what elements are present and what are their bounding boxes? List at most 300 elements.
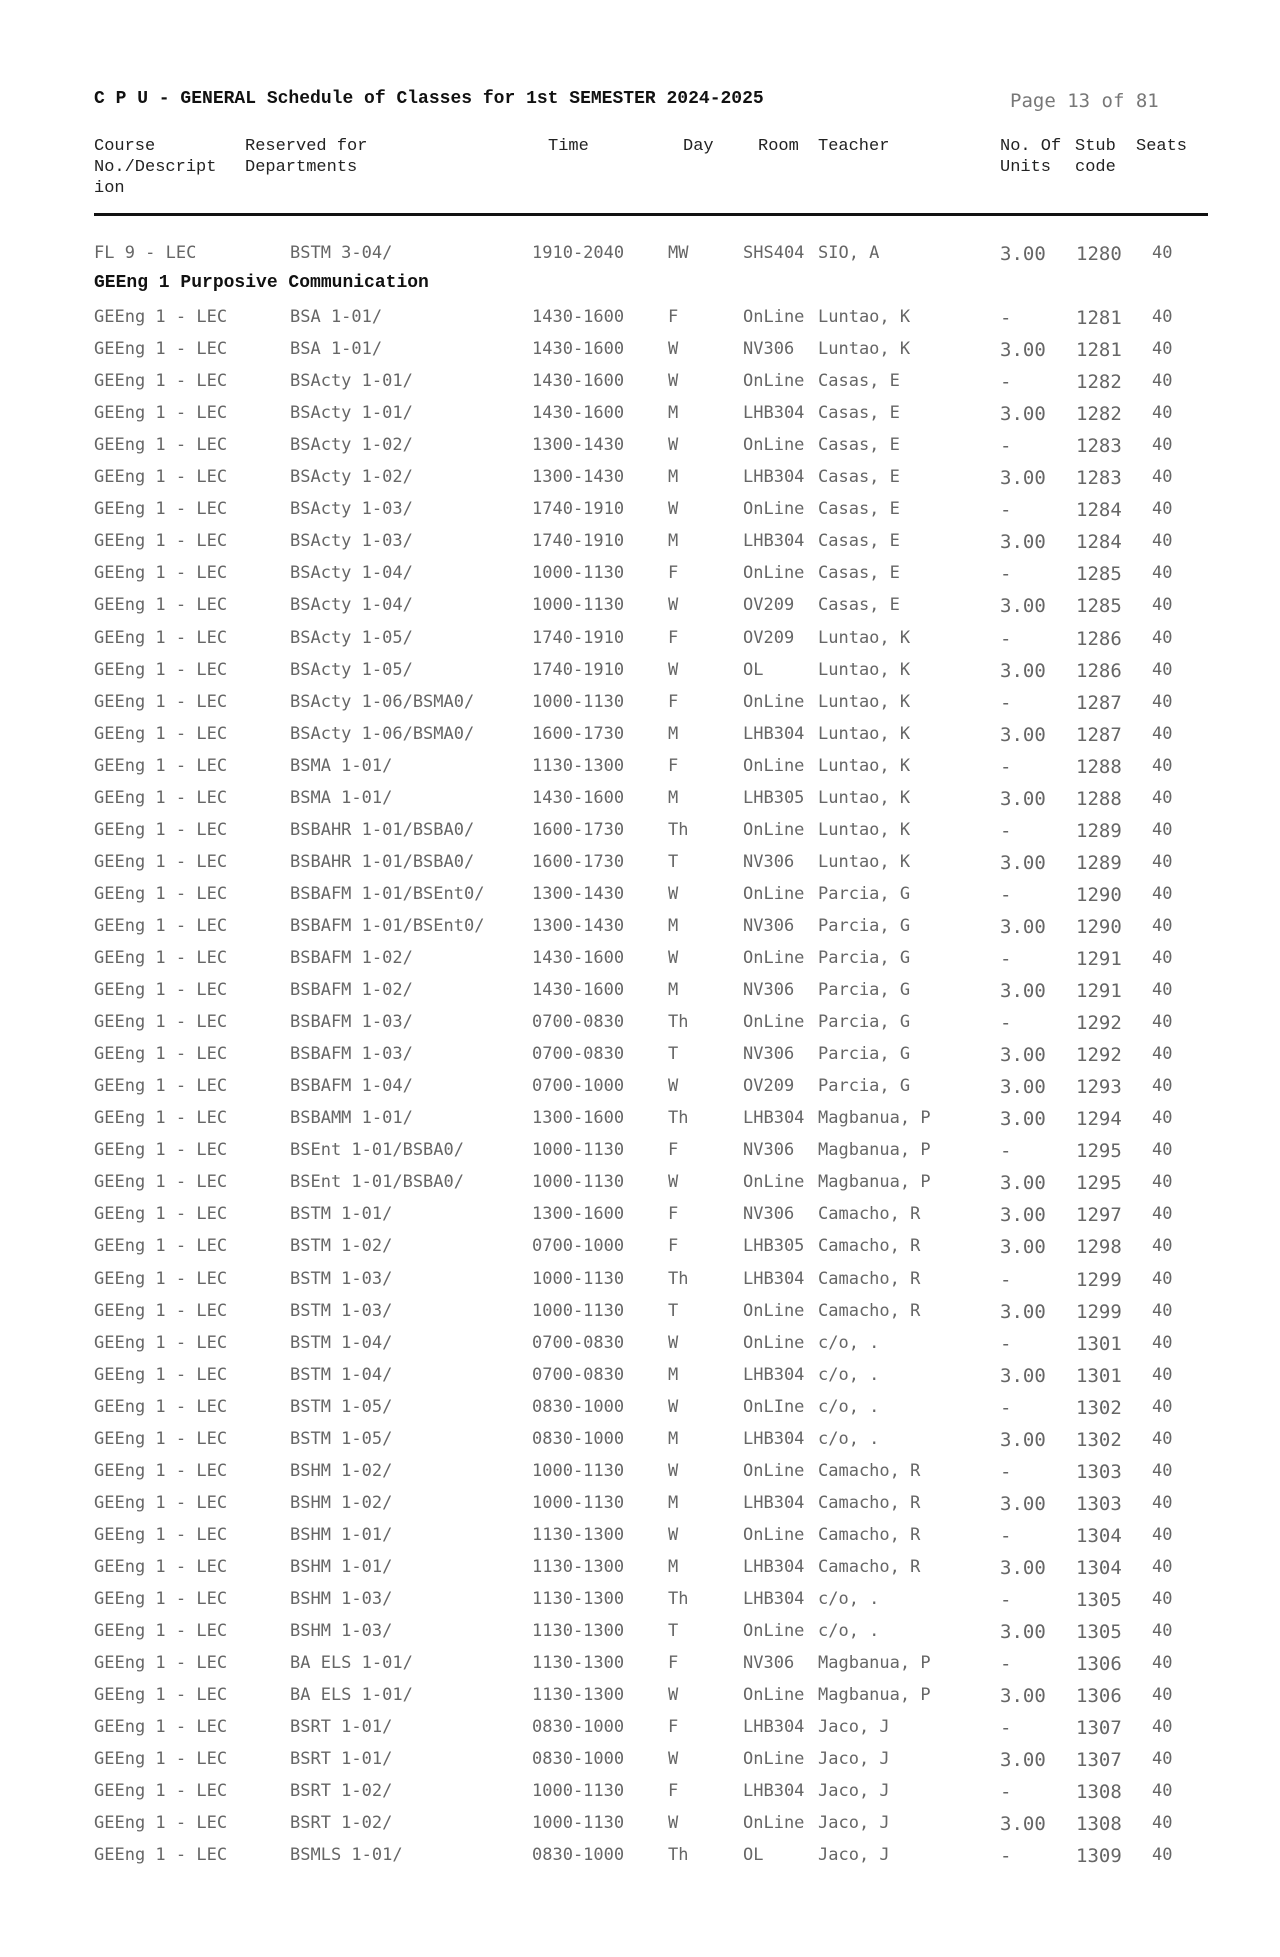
cell-course: GEEng 1 - LEC (94, 435, 228, 455)
cell-stub-code: 1282 (1076, 403, 1122, 425)
cell-course: GEEng 1 - LEC (94, 307, 228, 327)
cell-seats: 40 (1152, 243, 1173, 263)
cell-departments: BSTM 1-03/ (290, 1301, 393, 1321)
cell-stub-code: 1288 (1076, 756, 1122, 778)
cell-day: M (668, 403, 679, 423)
cell-time: 1600-1730 (532, 820, 625, 840)
cell-departments: BSMA 1-01/ (290, 788, 393, 808)
cell-units: - (1000, 563, 1012, 585)
table-row (0, 467, 1280, 497)
cell-stub-code: 1304 (1076, 1525, 1122, 1547)
cell-departments: BSTM 1-05/ (290, 1429, 393, 1449)
cell-stub-code: 1281 (1076, 339, 1122, 361)
cell-day: F (668, 1781, 679, 1801)
cell-units: - (1000, 1140, 1012, 1162)
cell-teacher: Camacho, R (818, 1204, 921, 1224)
cell-time: 0700-1000 (532, 1236, 625, 1256)
cell-teacher: Luntao, K (818, 820, 911, 840)
cell-departments: BSBAHR 1-01/BSBA0/ (290, 820, 475, 840)
cell-time: 1910-2040 (532, 243, 625, 263)
cell-course: GEEng 1 - LEC (94, 563, 228, 583)
cell-stub-code: 1289 (1076, 852, 1122, 874)
cell-day: W (668, 1333, 679, 1353)
cell-course: GEEng 1 - LEC (94, 595, 228, 615)
column-header-stub: Stub code (1075, 137, 1116, 177)
cell-stub-code: 1304 (1076, 1557, 1122, 1579)
cell-departments: BSActy 1-03/ (290, 531, 413, 551)
cell-units: - (1000, 948, 1012, 970)
cell-teacher: Parcia, G (818, 1012, 911, 1032)
cell-room: OnLine (743, 756, 805, 776)
table-row (0, 724, 1280, 754)
cell-course: GEEng 1 - LEC (94, 499, 228, 519)
cell-teacher: Magbanua, P (818, 1108, 931, 1128)
cell-seats: 40 (1152, 339, 1173, 359)
table-row (0, 884, 1280, 914)
cell-course: GEEng 1 - LEC (94, 1429, 228, 1449)
cell-stub-code: 1303 (1076, 1493, 1122, 1515)
table-row (0, 243, 1280, 273)
page-number: Page 13 of 81 (1010, 90, 1159, 112)
cell-seats: 40 (1152, 1781, 1173, 1801)
cell-day: F (668, 628, 679, 648)
cell-seats: 40 (1152, 884, 1173, 904)
cell-units: - (1000, 884, 1012, 906)
table-row (0, 563, 1280, 593)
cell-stub-code: 1285 (1076, 563, 1122, 585)
cell-teacher: Parcia, G (818, 980, 911, 1000)
cell-teacher: Casas, E (818, 531, 900, 551)
cell-course: GEEng 1 - LEC (94, 1557, 228, 1577)
cell-course: GEEng 1 - LEC (94, 1845, 228, 1865)
cell-stub-code: 1289 (1076, 820, 1122, 842)
cell-teacher: Parcia, G (818, 916, 911, 936)
table-row (0, 531, 1280, 561)
cell-time: 1130-1300 (532, 756, 625, 776)
cell-stub-code: 1302 (1076, 1397, 1122, 1419)
cell-departments: BSRT 1-01/ (290, 1717, 393, 1737)
cell-departments: BSEnt 1-01/BSBA0/ (290, 1140, 464, 1160)
cell-time: 1600-1730 (532, 724, 625, 744)
cell-stub-code: 1308 (1076, 1813, 1122, 1835)
cell-day: Th (668, 820, 689, 840)
cell-time: 1130-1300 (532, 1525, 625, 1545)
cell-departments: BSTM 3-04/ (290, 243, 393, 263)
table-row (0, 1429, 1280, 1459)
cell-room: LHB304 (743, 1589, 805, 1609)
table-row (0, 1845, 1280, 1875)
cell-course: GEEng 1 - LEC (94, 339, 228, 359)
column-header-teacher: Teacher (818, 137, 890, 156)
cell-day: F (668, 1717, 679, 1737)
cell-units: - (1000, 1781, 1012, 1803)
cell-seats: 40 (1152, 788, 1173, 808)
cell-stub-code: 1285 (1076, 595, 1122, 617)
cell-stub-code: 1295 (1076, 1172, 1122, 1194)
cell-seats: 40 (1152, 756, 1173, 776)
column-header-units: No. Of Units (1000, 137, 1062, 177)
cell-seats: 40 (1152, 916, 1173, 936)
cell-stub-code: 1306 (1076, 1685, 1122, 1707)
cell-time: 1430-1600 (532, 371, 625, 391)
cell-room: OnLIne (743, 1397, 805, 1417)
cell-course: GEEng 1 - LEC (94, 1301, 228, 1321)
cell-departments: BSRT 1-02/ (290, 1781, 393, 1801)
table-row (0, 1076, 1280, 1106)
cell-time: 1430-1600 (532, 948, 625, 968)
cell-day: W (668, 1076, 679, 1096)
cell-departments: BSTM 1-04/ (290, 1333, 393, 1353)
cell-departments: BSTM 1-01/ (290, 1204, 393, 1224)
cell-time: 1430-1600 (532, 788, 625, 808)
cell-seats: 40 (1152, 1493, 1173, 1513)
cell-teacher: Casas, E (818, 595, 900, 615)
cell-time: 1000-1130 (532, 1140, 625, 1160)
cell-departments: BSTM 1-03/ (290, 1269, 393, 1289)
cell-course: GEEng 1 - LEC (94, 724, 228, 744)
cell-teacher: c/o, . (818, 1621, 880, 1641)
cell-room: LHB304 (743, 724, 805, 744)
cell-teacher: Luntao, K (818, 692, 911, 712)
cell-departments: BSHM 1-01/ (290, 1525, 393, 1545)
cell-time: 0700-0830 (532, 1365, 625, 1385)
cell-time: 1430-1600 (532, 339, 625, 359)
cell-course: GEEng 1 - LEC (94, 1589, 228, 1609)
cell-seats: 40 (1152, 371, 1173, 391)
cell-departments: BSTM 1-02/ (290, 1236, 393, 1256)
cell-room: OnLine (743, 692, 805, 712)
cell-stub-code: 1287 (1076, 692, 1122, 714)
cell-day: T (668, 852, 679, 872)
cell-teacher: Magbanua, P (818, 1172, 931, 1192)
cell-course: GEEng 1 - LEC (94, 403, 228, 423)
table-row (0, 692, 1280, 722)
cell-room: LHB304 (743, 1557, 805, 1577)
cell-units: 3.00 (1000, 1749, 1046, 1771)
cell-course: GEEng 1 - LEC (94, 1204, 228, 1224)
cell-day: M (668, 916, 679, 936)
cell-units: 3.00 (1000, 1557, 1046, 1579)
cell-units: - (1000, 1333, 1012, 1355)
cell-departments: BSActy 1-06/BSMA0/ (290, 692, 475, 712)
cell-departments: BSMA 1-01/ (290, 756, 393, 776)
table-row (0, 756, 1280, 786)
cell-day: M (668, 1557, 679, 1577)
cell-room: OnLine (743, 820, 805, 840)
cell-course: GEEng 1 - LEC (94, 1333, 228, 1353)
cell-time: 0830-1000 (532, 1397, 625, 1417)
cell-stub-code: 1282 (1076, 371, 1122, 393)
cell-time: 1300-1430 (532, 467, 625, 487)
cell-room: NV306 (743, 1653, 795, 1673)
table-row (0, 1589, 1280, 1619)
cell-stub-code: 1286 (1076, 628, 1122, 650)
table-row (0, 1012, 1280, 1042)
cell-stub-code: 1290 (1076, 884, 1122, 906)
cell-teacher: Luntao, K (818, 339, 911, 359)
cell-units: - (1000, 692, 1012, 714)
cell-room: SHS404 (743, 243, 805, 263)
cell-teacher: Camacho, R (818, 1269, 921, 1289)
cell-teacher: Casas, E (818, 435, 900, 455)
cell-day: W (668, 1685, 679, 1705)
cell-time: 1130-1300 (532, 1589, 625, 1609)
table-row (0, 371, 1280, 401)
cell-departments: BSRT 1-01/ (290, 1749, 393, 1769)
cell-stub-code: 1307 (1076, 1749, 1122, 1771)
cell-room: LHB304 (743, 1108, 805, 1128)
cell-units: - (1000, 1589, 1012, 1611)
cell-room: NV306 (743, 916, 795, 936)
table-row (0, 628, 1280, 658)
cell-day: W (668, 1749, 679, 1769)
cell-units: - (1000, 307, 1012, 329)
cell-departments: BSA 1-01/ (290, 339, 383, 359)
cell-departments: BSActy 1-06/BSMA0/ (290, 724, 475, 744)
cell-seats: 40 (1152, 1108, 1173, 1128)
cell-room: LHB304 (743, 403, 805, 423)
table-row (0, 948, 1280, 978)
cell-time: 0700-0830 (532, 1012, 625, 1032)
cell-seats: 40 (1152, 1044, 1173, 1064)
cell-units: - (1000, 1717, 1012, 1739)
cell-departments: BSBAHR 1-01/BSBA0/ (290, 852, 475, 872)
cell-stub-code: 1299 (1076, 1269, 1122, 1291)
cell-units: 3.00 (1000, 1204, 1046, 1226)
cell-room: OnLine (743, 1301, 805, 1321)
cell-seats: 40 (1152, 307, 1173, 327)
cell-stub-code: 1308 (1076, 1781, 1122, 1803)
cell-day: W (668, 884, 679, 904)
cell-room: LHB304 (743, 1781, 805, 1801)
cell-stub-code: 1298 (1076, 1236, 1122, 1258)
cell-stub-code: 1302 (1076, 1429, 1122, 1451)
cell-seats: 40 (1152, 1589, 1173, 1609)
cell-teacher: Luntao, K (818, 307, 911, 327)
cell-seats: 40 (1152, 1461, 1173, 1481)
table-row (0, 499, 1280, 529)
cell-teacher: SIO, A (818, 243, 880, 263)
cell-stub-code: 1305 (1076, 1621, 1122, 1643)
cell-course: GEEng 1 - LEC (94, 1076, 228, 1096)
cell-seats: 40 (1152, 1717, 1173, 1737)
cell-room: LHB305 (743, 788, 805, 808)
cell-stub-code: 1291 (1076, 980, 1122, 1002)
cell-units: 3.00 (1000, 1076, 1046, 1098)
cell-time: 1300-1430 (532, 916, 625, 936)
cell-units: 3.00 (1000, 1108, 1046, 1130)
cell-seats: 40 (1152, 1813, 1173, 1833)
cell-room: OnLine (743, 435, 805, 455)
cell-time: 1300-1600 (532, 1204, 625, 1224)
table-row (0, 1461, 1280, 1491)
cell-day: W (668, 499, 679, 519)
cell-time: 0700-0830 (532, 1333, 625, 1353)
cell-time: 1000-1130 (532, 1172, 625, 1192)
table-row (0, 307, 1280, 337)
cell-seats: 40 (1152, 595, 1173, 615)
table-row (0, 1140, 1280, 1170)
cell-day: F (668, 692, 679, 712)
cell-teacher: Casas, E (818, 403, 900, 423)
cell-units: - (1000, 1845, 1012, 1867)
cell-room: NV306 (743, 339, 795, 359)
cell-time: 1300-1600 (532, 1108, 625, 1128)
table-row (0, 852, 1280, 882)
cell-time: 1740-1910 (532, 499, 625, 519)
cell-time: 1740-1910 (532, 628, 625, 648)
cell-units: 3.00 (1000, 1813, 1046, 1835)
cell-time: 1000-1130 (532, 692, 625, 712)
cell-day: Th (668, 1108, 689, 1128)
cell-day: F (668, 1653, 679, 1673)
table-row (0, 820, 1280, 850)
cell-teacher: Camacho, R (818, 1525, 921, 1545)
cell-seats: 40 (1152, 1076, 1173, 1096)
cell-units: - (1000, 499, 1012, 521)
cell-room: OnLine (743, 371, 805, 391)
cell-seats: 40 (1152, 467, 1173, 487)
cell-time: 1130-1300 (532, 1653, 625, 1673)
cell-room: OnLine (743, 884, 805, 904)
cell-time: 1130-1300 (532, 1621, 625, 1641)
cell-day: T (668, 1301, 679, 1321)
cell-room: LHB304 (743, 1269, 805, 1289)
cell-seats: 40 (1152, 1653, 1173, 1673)
cell-departments: BSRT 1-02/ (290, 1813, 393, 1833)
cell-units: 3.00 (1000, 660, 1046, 682)
cell-day: M (668, 1493, 679, 1513)
table-row (0, 1557, 1280, 1587)
cell-course: GEEng 1 - LEC (94, 1749, 228, 1769)
cell-teacher: Camacho, R (818, 1461, 921, 1481)
cell-departments: BSBAFM 1-04/ (290, 1076, 413, 1096)
cell-day: W (668, 1172, 679, 1192)
cell-room: LHB304 (743, 1429, 805, 1449)
cell-stub-code: 1295 (1076, 1140, 1122, 1162)
cell-teacher: c/o, . (818, 1429, 880, 1449)
cell-seats: 40 (1152, 1012, 1173, 1032)
cell-teacher: Jaco, J (818, 1717, 890, 1737)
cell-departments: BSHM 1-02/ (290, 1493, 393, 1513)
cell-time: 1300-1430 (532, 884, 625, 904)
cell-time: 1130-1300 (532, 1685, 625, 1705)
cell-course: GEEng 1 - LEC (94, 1236, 228, 1256)
cell-departments: BSBAFM 1-03/ (290, 1044, 413, 1064)
cell-units: - (1000, 756, 1012, 778)
cell-time: 1740-1910 (532, 531, 625, 551)
cell-stub-code: 1301 (1076, 1365, 1122, 1387)
cell-teacher: Magbanua, P (818, 1685, 931, 1705)
table-row (0, 435, 1280, 465)
table-row (0, 1172, 1280, 1202)
cell-room: LHB305 (743, 1236, 805, 1256)
cell-seats: 40 (1152, 948, 1173, 968)
table-row (0, 916, 1280, 946)
cell-teacher: Casas, E (818, 563, 900, 583)
cell-units: 3.00 (1000, 467, 1046, 489)
cell-stub-code: 1301 (1076, 1333, 1122, 1355)
cell-time: 1000-1130 (532, 1813, 625, 1833)
table-row (0, 595, 1280, 625)
cell-units: - (1000, 1397, 1012, 1419)
cell-departments: BSBAFM 1-01/BSEnt0/ (290, 916, 485, 936)
cell-departments: BSActy 1-02/ (290, 435, 413, 455)
cell-teacher: Luntao, K (818, 756, 911, 776)
cell-room: OnLine (743, 948, 805, 968)
cell-course: GEEng 1 - LEC (94, 692, 228, 712)
cell-course: GEEng 1 - LEC (94, 1525, 228, 1545)
cell-teacher: Jaco, J (818, 1749, 890, 1769)
cell-units: 3.00 (1000, 916, 1046, 938)
cell-day: F (668, 1140, 679, 1160)
cell-units: 3.00 (1000, 531, 1046, 553)
cell-stub-code: 1292 (1076, 1012, 1122, 1034)
cell-departments: BSA 1-01/ (290, 307, 383, 327)
cell-room: OnLine (743, 1685, 805, 1705)
table-row (0, 1204, 1280, 1234)
cell-day: M (668, 1365, 679, 1385)
cell-time: 0830-1000 (532, 1717, 625, 1737)
cell-stub-code: 1293 (1076, 1076, 1122, 1098)
table-row (0, 1685, 1280, 1715)
cell-units: 3.00 (1000, 403, 1046, 425)
cell-room: OV209 (743, 595, 795, 615)
cell-seats: 40 (1152, 1525, 1173, 1545)
cell-stub-code: 1291 (1076, 948, 1122, 970)
cell-seats: 40 (1152, 852, 1173, 872)
cell-teacher: Luntao, K (818, 788, 911, 808)
cell-teacher: Luntao, K (818, 724, 911, 744)
cell-time: 1000-1130 (532, 563, 625, 583)
cell-course: GEEng 1 - LEC (94, 948, 228, 968)
column-header-room: Room (758, 137, 799, 156)
cell-day: Th (668, 1012, 689, 1032)
cell-course: GEEng 1 - LEC (94, 1140, 228, 1160)
table-row (0, 1397, 1280, 1427)
cell-time: 1000-1130 (532, 1301, 625, 1321)
cell-day: W (668, 595, 679, 615)
cell-time: 0700-1000 (532, 1076, 625, 1096)
cell-teacher: Magbanua, P (818, 1653, 931, 1673)
table-row (0, 403, 1280, 433)
cell-course: GEEng 1 - LEC (94, 1012, 228, 1032)
cell-departments: BSTM 1-04/ (290, 1365, 393, 1385)
cell-teacher: Luntao, K (818, 852, 911, 872)
table-row (0, 1493, 1280, 1523)
cell-units: 3.00 (1000, 852, 1046, 874)
cell-departments: BSHM 1-02/ (290, 1461, 393, 1481)
cell-units: - (1000, 820, 1012, 842)
cell-seats: 40 (1152, 1269, 1173, 1289)
column-header-reserved: Reserved for Departments (245, 137, 368, 177)
cell-teacher: Camacho, R (818, 1301, 921, 1321)
cell-room: NV306 (743, 1140, 795, 1160)
cell-seats: 40 (1152, 1236, 1173, 1256)
cell-teacher: Luntao, K (818, 628, 911, 648)
cell-room: OL (743, 1845, 764, 1865)
cell-course: GEEng 1 - LEC (94, 1044, 228, 1064)
cell-course: GEEng 1 - LEC (94, 628, 228, 648)
cell-day: W (668, 1461, 679, 1481)
cell-units: 3.00 (1000, 1044, 1046, 1066)
cell-teacher: Parcia, G (818, 884, 911, 904)
cell-room: LHB304 (743, 1365, 805, 1385)
cell-time: 0830-1000 (532, 1845, 625, 1865)
cell-units: 3.00 (1000, 1365, 1046, 1387)
cell-room: NV306 (743, 980, 795, 1000)
cell-teacher: Parcia, G (818, 1076, 911, 1096)
